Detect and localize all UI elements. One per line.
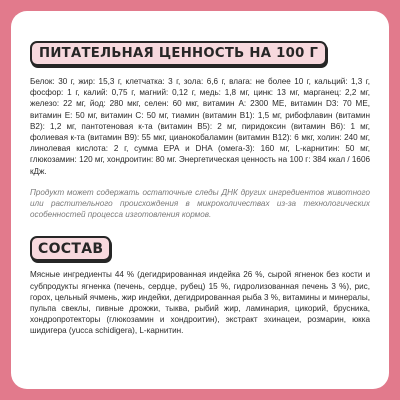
dna-traces-note: Продукт может содержать остаточные следы ДНК других ингредиентов животного или растительного происхождения в микроколичествах из-за технологических особенностей процесса изготовления кормов.	[30, 187, 370, 220]
nutrition-text: Белок: 30 г, жир: 15,3 г, клетчатка: 3 г, зола: 6,6 г, влага: не более 10 г, кальций: 1,3 г, фосфор: 1 г, калий: 0,75 г, магний: 0,12 г, медь: 1,8 мг, цинк: 13 мг, марганец: 2,2 мг, железо: 22 мг, йод: 280 мкг, селен: 60 мкг, витамин А: 2300 МЕ, витамин D3: 70 МЕ, витамин Е: 50 мг, витамин С: 50 мг, тиамин (витамин В1): 1,5 мг, рибофлавин (витамин В2): 1,2 мг, пантотеновая к-та (витамин В5): 2 мг, пиридоксин (витамин В6): 1 мг, фолиевая к-та (витамин В9): 55 мкг, цианокобаламин (витамин В12): 6 мкг, холин: 240 мг, линолевая кислота: 2 г, сумма ЕРА и DHA (омега-3): 160 мг, L-карнитин: 50 мг, глюкозамин: 120 мг, хондроитин: 80 мг. Энергетическая ценность на 100 г: 384 ккал / 1606 кДж.	[30, 77, 370, 176]
composition-heading: СОСТАВ	[30, 236, 111, 261]
info-card	[11, 11, 389, 389]
composition-section	[30, 236, 370, 336]
composition-text: Мясные ингредиенты 44 % (дегидрированная индейка 26 %, сырой ягненок без кости и субпродукты ягненка (печень, сердце, рубец) 15 %, гидролизованная печень 3 %), рис, горох, цельный ячмень, жир индейки, дегидрированная рыба 3 %, витамины и минералы, пульпа свеклы, пивные дрожжи, тыква, рыбий жир, ламинария, цикорий, брусника, хондропротекторы (глюкозамин и хондроитин), экстракт эхинацеи, розмарин, юкка шидигера (yucca schidigera), L-карнитин.	[30, 270, 371, 336]
nutrition-heading: ПИТАТЕЛЬНАЯ ЦЕННОСТЬ НА 100 Г	[30, 41, 327, 66]
